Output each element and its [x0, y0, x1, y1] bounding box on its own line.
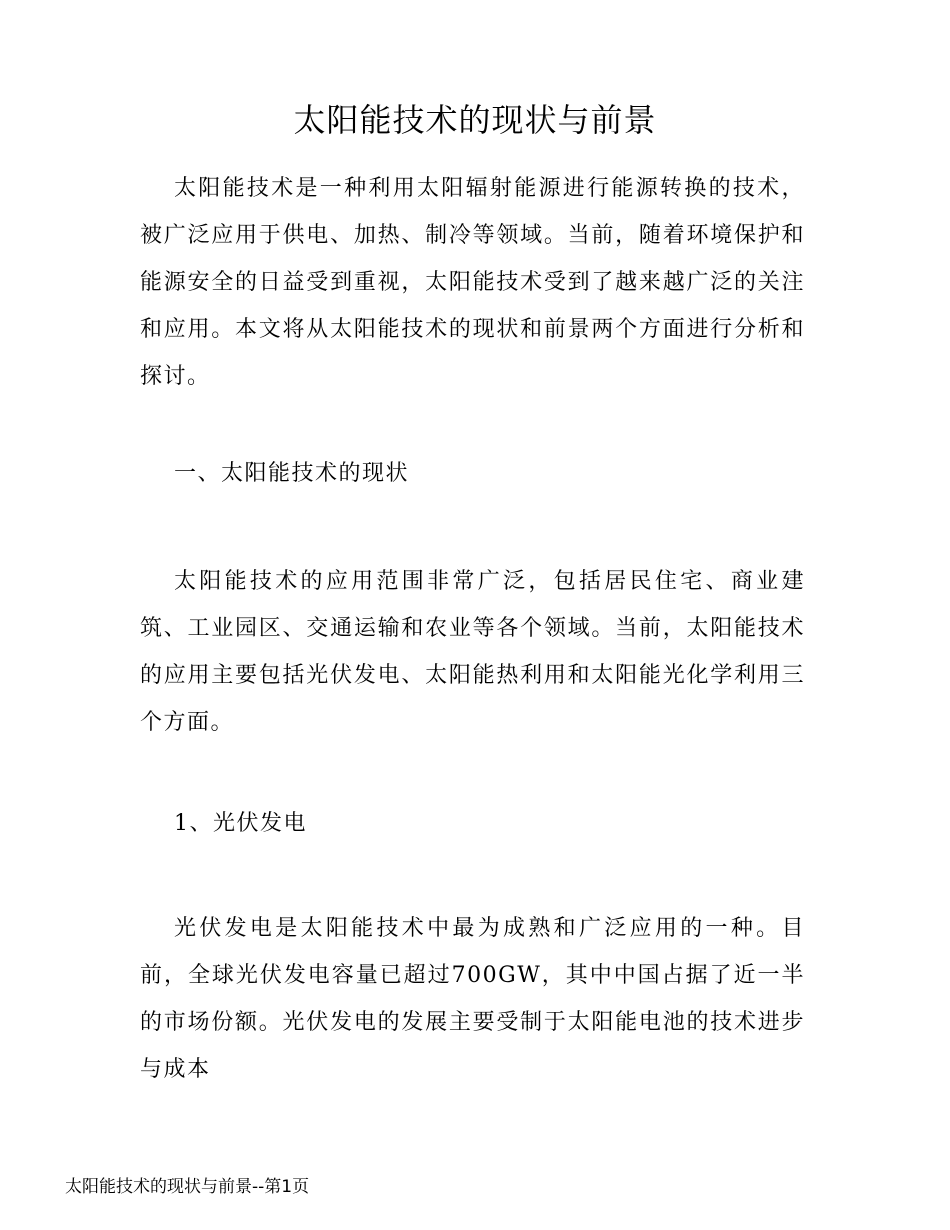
subsection-heading-pv: 1、光伏发电	[174, 811, 307, 836]
status-paragraph: 太阳能技术的应用范围非常广泛，包括居民住宅、商业建筑、工业园区、交通运输和农业等各个领域。当前，太阳能技术的应用主要包括光伏发电、太阳能热利用和太阳能光化学利用三个方面。	[140, 569, 805, 735]
pv-paragraph: 光伏发电是太阳能技术中最为成熟和广泛应用的一种。目前，全球光伏发电容量已超过700GW，其中中国占据了近一半的市场份额。光伏发电的发展主要受制于太阳能电池的技术进步与成本	[140, 916, 805, 1082]
section-heading-status: 一、太阳能技术的现状	[174, 461, 410, 486]
page-footer: 太阳能技术的现状与前景--第1页	[65, 1177, 310, 1197]
document-title: 太阳能技术的现状与前景	[293, 101, 657, 139]
intro-paragraph: 太阳能技术是一种利用太阳辐射能源进行能源转换的技术，被广泛应用于供电、加热、制冷等领域。当前，随着环境保护和能源安全的日益受到重视，太阳能技术受到了越来越广泛的关注和应用。本文将从太阳能技术的现状和前景两个方面进行分析和探讨。	[140, 176, 805, 389]
